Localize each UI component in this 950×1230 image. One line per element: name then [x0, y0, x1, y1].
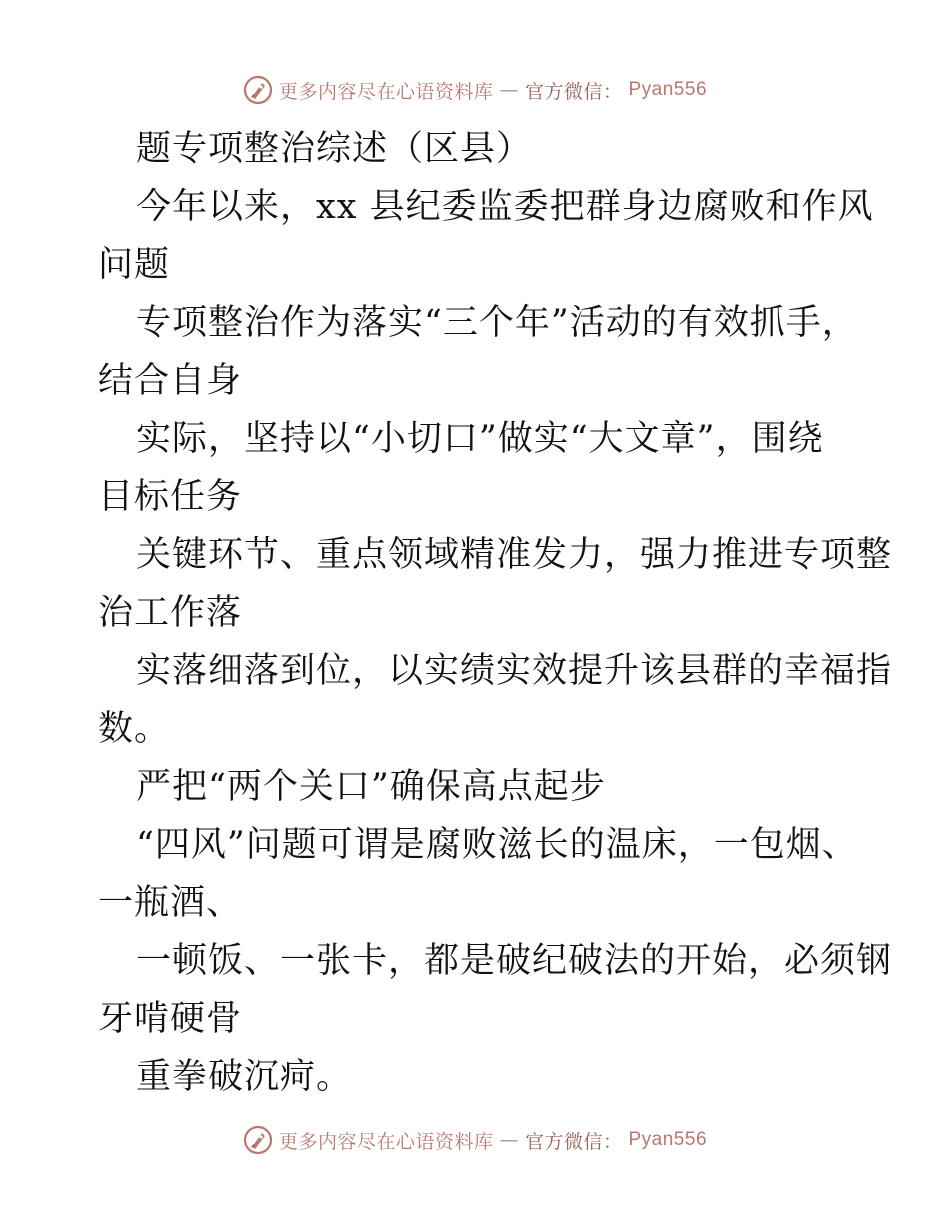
document-line: 今年以来，xx 县纪委监委把群身边腐败和作风	[136, 187, 874, 227]
watermark-contact-label: 官方微信：	[524, 1130, 623, 1153]
watermark-text: 更多内容尽在心语资料库	[278, 80, 494, 103]
document-line: 关键环节、重点领域精准发力，强力推进专项整	[136, 535, 893, 575]
watermark-text: 更多内容尽在心语资料库	[278, 1130, 494, 1153]
watermark-separator: —	[499, 79, 519, 101]
document-line: 一瓶酒、	[98, 883, 243, 923]
watermark-contact-id: Pyan556	[628, 79, 708, 100]
document-line: 专项整治作为落实“三个年”活动的有效抓手，	[136, 303, 858, 343]
document-line: 重拳破沉疴。	[136, 1057, 353, 1097]
document-line: 数。	[98, 709, 171, 749]
watermark-contact-id: Pyan556	[628, 1129, 708, 1150]
document-line: 牙啃硬骨	[98, 999, 243, 1039]
section-heading: 严把“两个关口”确保高点起步	[136, 767, 606, 807]
document-line: 治工作落	[98, 593, 243, 633]
document-line: 实落细落到位，以实绩实效提升该县群的幸福指	[136, 651, 893, 691]
document-body	[98, 120, 893, 1106]
watermark-separator: —	[499, 1129, 519, 1151]
footer-watermark	[0, 1120, 950, 1160]
header-watermark	[0, 70, 950, 110]
document-line: 题专项整治综述（区县）	[136, 129, 533, 169]
document-line: 目标任务	[98, 477, 243, 517]
watermark-contact-label: 官方微信：	[524, 80, 623, 103]
document-line: 结合自身	[98, 361, 243, 401]
pen-nib-logo-icon	[243, 1125, 273, 1155]
pen-nib-logo-icon	[243, 75, 273, 105]
document-line: “四风”问题可谓是腐败滋长的温床，一包烟、	[136, 825, 858, 865]
document-line: 实际，坚持以“小切口”做实“大文章”，围绕	[136, 419, 824, 459]
document-line: 问题	[98, 245, 171, 285]
document-line: 一顿饭、一张卡，都是破纪破法的开始，必须钢	[136, 941, 893, 981]
